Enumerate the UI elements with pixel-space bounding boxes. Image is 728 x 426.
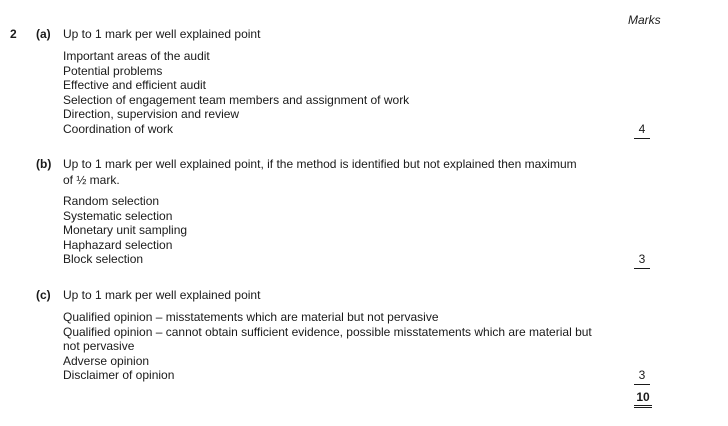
part-c-marks: 3 bbox=[634, 368, 650, 385]
part-c-instruction: Up to 1 mark per well explained point bbox=[63, 288, 261, 302]
list-item: Monetary unit sampling bbox=[63, 223, 188, 237]
list-item: Effective and efficient audit bbox=[63, 78, 206, 92]
list-item: Systematic selection bbox=[63, 208, 173, 223]
list-item: Coordination of work bbox=[63, 121, 174, 136]
list-item: Adverse opinion bbox=[63, 353, 150, 368]
marks-column-header: Marks bbox=[628, 13, 661, 27]
list-item: Important areas of the audit bbox=[63, 49, 210, 63]
list-item: Random selection bbox=[63, 194, 160, 208]
list-item: Qualified opinion – misstatements which are material but not pervasive bbox=[63, 310, 439, 324]
part-c-label: (c) bbox=[36, 288, 51, 302]
list-item: Selection of engagement team members and assignment of work bbox=[63, 92, 410, 107]
part-b-instruction-cont: of ½ mark. bbox=[63, 173, 120, 187]
list-item: Potential problems bbox=[63, 63, 163, 78]
list-item: Disclaimer of opinion bbox=[63, 368, 175, 382]
part-b-label: (b) bbox=[36, 157, 52, 171]
part-a-marks: 4 bbox=[634, 122, 650, 139]
list-item: Haphazard selection bbox=[63, 237, 173, 252]
part-a-label: (a) bbox=[36, 27, 51, 41]
list-item: Block selection bbox=[63, 252, 144, 266]
list-item: Qualified opinion – cannot obtain sufficient evidence, possible misstatements which are material but bbox=[63, 324, 592, 339]
total-marks: 10 bbox=[634, 390, 652, 408]
question-number: 2 bbox=[10, 27, 17, 41]
part-b-instruction: Up to 1 mark per well explained point, if the method is identified but not explained then maximum bbox=[63, 157, 577, 171]
part-c-list bbox=[63, 310, 592, 383]
list-item: not pervasive bbox=[63, 339, 135, 353]
part-a-list bbox=[63, 49, 409, 136]
part-b-marks: 3 bbox=[634, 252, 650, 269]
part-a-instruction: Up to 1 mark per well explained point bbox=[63, 27, 261, 41]
part-b-list bbox=[63, 194, 187, 267]
list-item: Direction, supervision and review bbox=[63, 107, 240, 121]
